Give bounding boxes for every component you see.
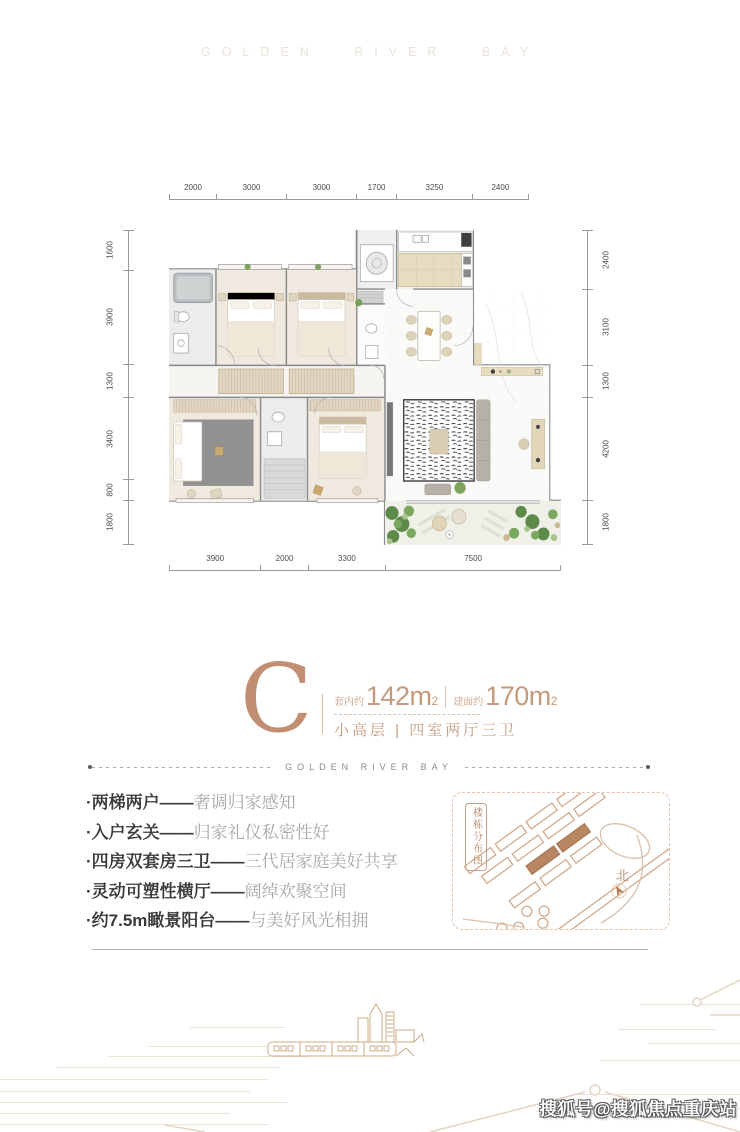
- area-divider: [445, 686, 446, 708]
- floor-plan-svg: [169, 230, 561, 545]
- interior-area-sup: 2: [431, 694, 439, 708]
- divider-dash-left: [92, 767, 273, 768]
- feature-list: [86, 794, 398, 942]
- gross-area-label: 建面约: [453, 697, 484, 708]
- dining: [406, 311, 452, 360]
- site-map-panel: [452, 792, 670, 930]
- feature-item: ·约7.5m瞰景阳台——与美好风光相拥: [86, 911, 369, 930]
- section-divider: [88, 762, 650, 772]
- unit-divider-line: [322, 694, 323, 734]
- feature-item: ·四房双套房三卫——三代居家庭美好共享: [86, 852, 398, 871]
- unit-dashed-underline: [334, 714, 480, 715]
- kitchen: [399, 232, 473, 287]
- gross-area-value: 170m: [485, 681, 551, 711]
- dims-left: 1600 3900 1300 3400 800 1800: [123, 230, 134, 545]
- unit-subtitle: 小高层 | 四室两厅三卫: [334, 722, 518, 739]
- skyline-sketch: [266, 1002, 431, 1064]
- unit-areas: [334, 683, 557, 710]
- dims-top: 2000 3000 3000 1700 3250 2400: [169, 194, 529, 200]
- divider-label: GOLDEN RIVER BAY: [285, 762, 453, 772]
- interior-area-value: 142m: [366, 681, 432, 711]
- divider-dot-right: [646, 765, 650, 769]
- feature-item: ·入户玄关——归家礼仪私密性好: [86, 822, 330, 842]
- feature-item: ·两梯两户——奢调归家感知: [86, 793, 296, 812]
- divider-dash-right: [465, 767, 646, 768]
- dims-right: 2400 3100 1300 4200 1800: [582, 230, 593, 545]
- map-label: 楼栋分布图: [465, 803, 487, 871]
- dims-bottom: 3900 2000 3300 7500: [169, 565, 561, 571]
- top-watermark: GOLDEN RIVER BAY: [200, 45, 540, 59]
- north-label: 北: [615, 868, 629, 883]
- interior-area-label: 套内约: [334, 697, 364, 708]
- bottom-watermark: 搜狐号@搜狐焦点重庆站: [539, 1099, 737, 1119]
- unit-letter: C: [240, 644, 313, 754]
- feature-item: ·灵动可塑性横厅——阔绰欢聚空间: [86, 881, 347, 901]
- gross-area-sup: 2: [550, 694, 558, 708]
- north-arrow-icon: [611, 883, 627, 899]
